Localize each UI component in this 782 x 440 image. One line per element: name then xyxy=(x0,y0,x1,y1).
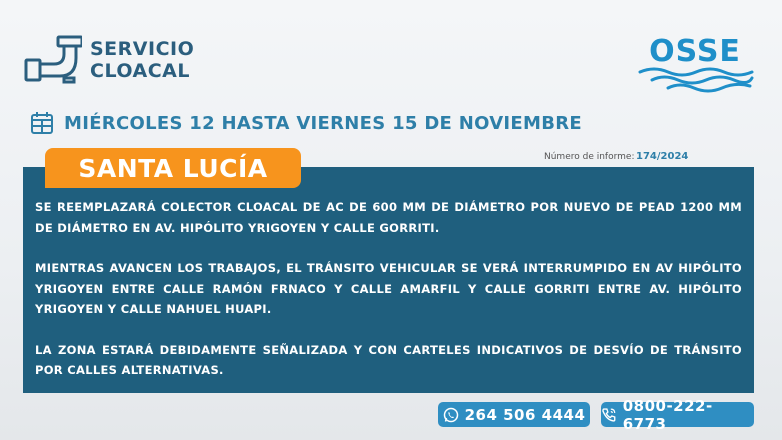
date-row xyxy=(30,110,582,136)
phone-icon xyxy=(601,407,617,423)
notice-paragraph: SE REEMPLAZARÁ COLECTOR CLOACAL DE AC DE 600 MM DE DIÁMETRO POR NUEVO DE PEAD 1200 MM DE DIÁMETRO EN AV. HIPÓLITO YRIGOYEN Y CALLE GORRITI. xyxy=(35,200,742,235)
osse-logo xyxy=(634,34,756,96)
location-badge xyxy=(45,148,301,188)
waves-icon xyxy=(638,66,754,94)
phone-number: 0800-222-6773 xyxy=(622,396,713,433)
service-title xyxy=(90,38,194,82)
phone-contact-button[interactable] xyxy=(601,396,754,433)
service-title-line1: SERVICIO xyxy=(90,38,195,60)
report-label: Número de informe: xyxy=(544,152,635,162)
calendar-icon xyxy=(30,111,54,135)
notice-text xyxy=(35,197,742,401)
osse-logo-text: OSSE xyxy=(649,34,741,69)
pipe-icon xyxy=(24,34,82,84)
whatsapp-contact-button[interactable] xyxy=(438,402,590,427)
notice-content-box xyxy=(23,167,754,393)
whatsapp-number: 264 506 4444 xyxy=(464,405,586,424)
service-title-line2: CLOACAL xyxy=(90,60,190,82)
location-name: SANTA LUCÍA xyxy=(78,153,268,183)
report-number: 174/2024 xyxy=(636,151,689,162)
notice-paragraph: MIENTRAS AVANCEN LOS TRABAJOS, EL TRÁNSITO VEHICULAR SE VERÁ INTERRUMPIDO EN AV HIPÓLITO YRIGOYEN ENTRE CALLE RAMÓN FRNACO Y CALLE AMARFIL Y CALLE GORRITI ENTRE AV. HIPÓLITO YRIGOYEN Y CALLE NAHUEL HUAPI. xyxy=(35,261,742,316)
whatsapp-icon xyxy=(443,407,459,423)
header xyxy=(0,0,782,100)
notice-paragraph: LA ZONA ESTARÁ DEBIDAMENTE SEÑALIZADA Y CON CARTELES INDICATIVOS DE DESVÍO DE TRÁNSITO POR CALLES ALTERNATIVAS. xyxy=(35,342,742,377)
date-text: MIÉRCOLES 12 HASTA VIERNES 15 DE NOVIEMBRE xyxy=(64,112,583,134)
